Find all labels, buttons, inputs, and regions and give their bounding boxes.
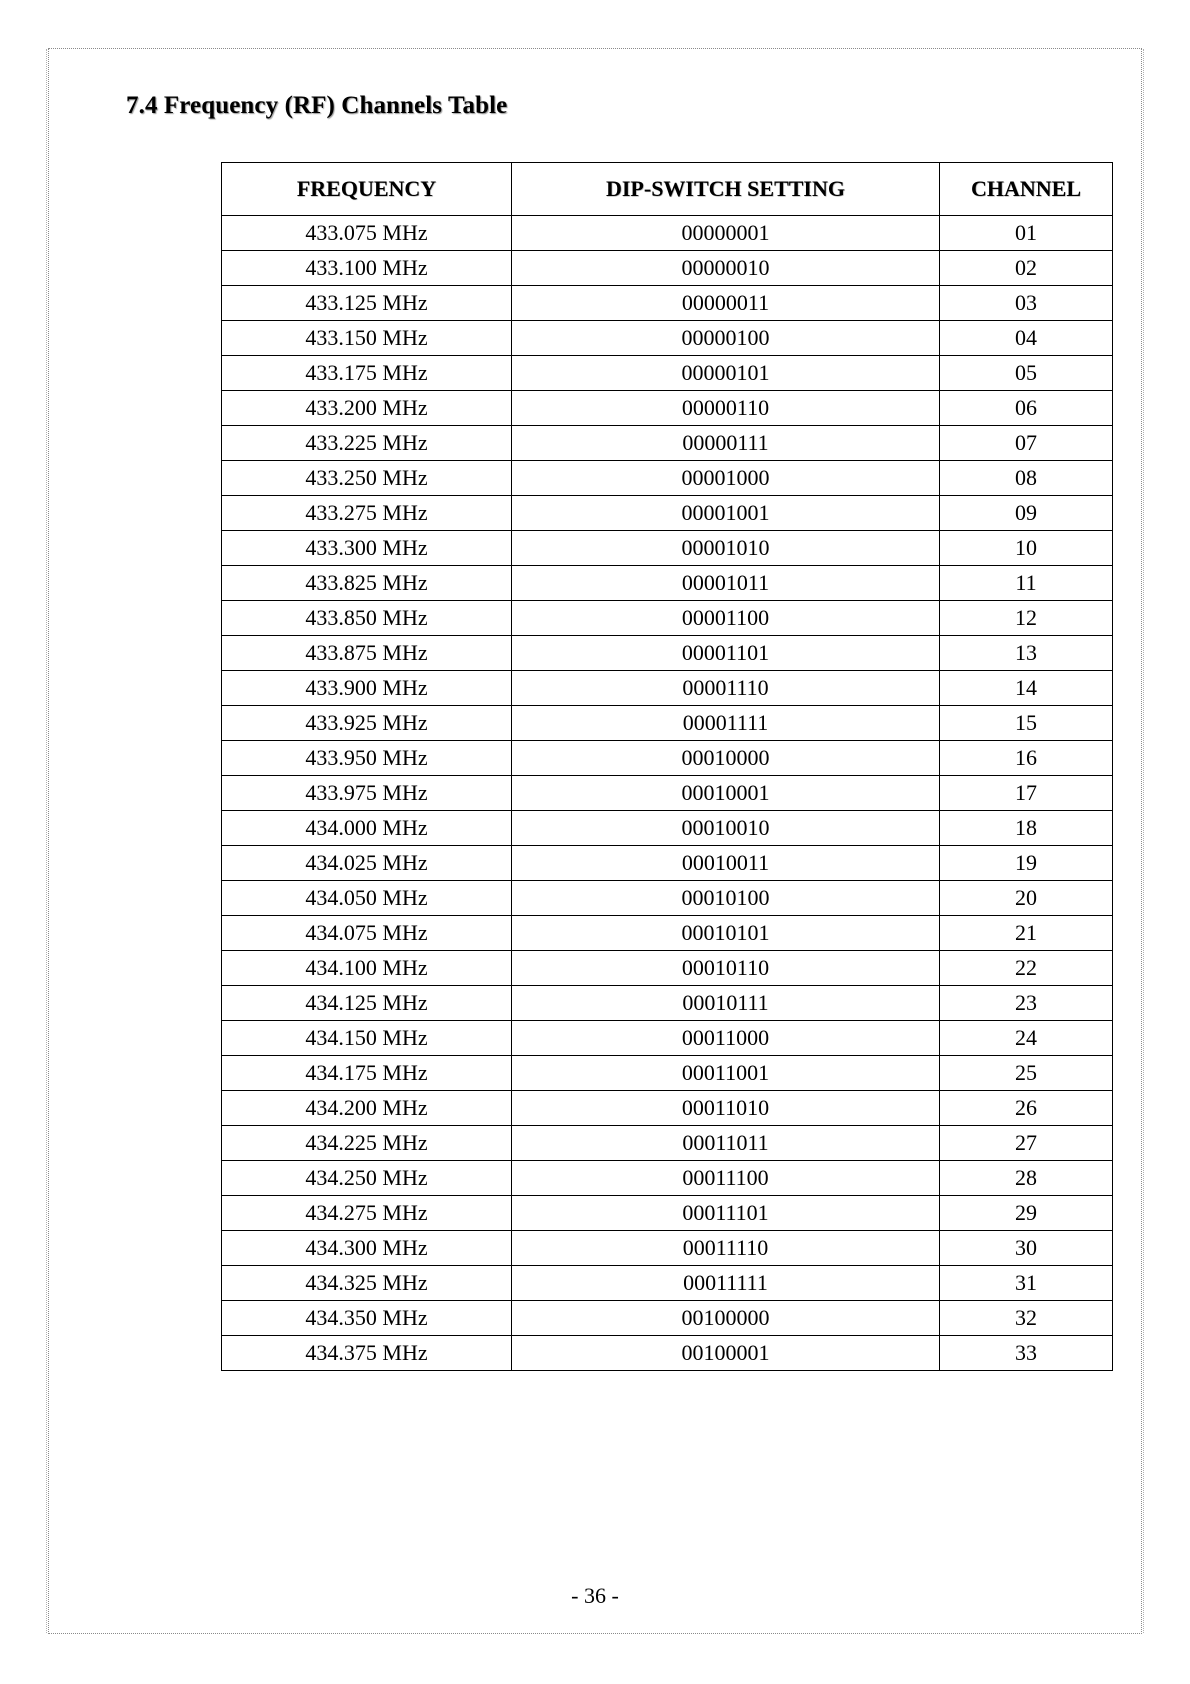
frequency-cell: 434.150 MHz xyxy=(222,1021,512,1056)
table-row xyxy=(222,286,1113,321)
channel-cell: 15 xyxy=(940,706,1113,741)
channel-cell: 19 xyxy=(940,846,1113,881)
frequency-cell: 433.250 MHz xyxy=(222,461,512,496)
frequency-cell: 434.075 MHz xyxy=(222,916,512,951)
frequency-cell: 433.850 MHz xyxy=(222,601,512,636)
frequency-cell: 434.350 MHz xyxy=(222,1301,512,1336)
channel-cell: 02 xyxy=(940,251,1113,286)
channel-cell: 09 xyxy=(940,496,1113,531)
table-row xyxy=(222,426,1113,461)
dip-switch-cell: 00011010 xyxy=(512,1091,940,1126)
dip-switch-cell: 00000110 xyxy=(512,391,940,426)
frequency-cell: 433.200 MHz xyxy=(222,391,512,426)
channel-cell: 30 xyxy=(940,1231,1113,1266)
frequency-cell: 433.950 MHz xyxy=(222,741,512,776)
table-header-row xyxy=(222,163,1113,216)
table-row xyxy=(222,1091,1113,1126)
channel-cell: 25 xyxy=(940,1056,1113,1091)
table-row xyxy=(222,1266,1113,1301)
table-row xyxy=(222,741,1113,776)
frequency-cell: 434.125 MHz xyxy=(222,986,512,1021)
frequency-cell: 434.025 MHz xyxy=(222,846,512,881)
dip-switch-cell: 00000001 xyxy=(512,216,940,251)
channel-cell: 16 xyxy=(940,741,1113,776)
table-row xyxy=(222,986,1113,1021)
header-dip-switch-setting: DIP-SWITCH SETTING xyxy=(512,163,940,216)
frequency-cell: 433.225 MHz xyxy=(222,426,512,461)
table-row xyxy=(222,601,1113,636)
channel-cell: 12 xyxy=(940,601,1113,636)
table-row xyxy=(222,1021,1113,1056)
frequency-cell: 433.150 MHz xyxy=(222,321,512,356)
dip-switch-cell: 00011110 xyxy=(512,1231,940,1266)
table-row xyxy=(222,951,1113,986)
table-row xyxy=(222,251,1113,286)
channel-cell: 11 xyxy=(940,566,1113,601)
frequency-cell: 433.875 MHz xyxy=(222,636,512,671)
frequency-cell: 433.825 MHz xyxy=(222,566,512,601)
dip-switch-cell: 00010100 xyxy=(512,881,940,916)
table-row xyxy=(222,1056,1113,1091)
table-body xyxy=(222,216,1113,1371)
channel-cell: 24 xyxy=(940,1021,1113,1056)
table-row xyxy=(222,216,1113,251)
dip-switch-cell: 00000101 xyxy=(512,356,940,391)
channel-cell: 18 xyxy=(940,811,1113,846)
channel-cell: 07 xyxy=(940,426,1113,461)
channel-cell: 06 xyxy=(940,391,1113,426)
table-row xyxy=(222,1126,1113,1161)
frequency-cell: 434.175 MHz xyxy=(222,1056,512,1091)
frequency-cell: 434.225 MHz xyxy=(222,1126,512,1161)
dip-switch-cell: 00000111 xyxy=(512,426,940,461)
frequency-cell: 433.275 MHz xyxy=(222,496,512,531)
channel-cell: 27 xyxy=(940,1126,1113,1161)
table-row xyxy=(222,496,1113,531)
dip-switch-cell: 00010110 xyxy=(512,951,940,986)
table-row xyxy=(222,1196,1113,1231)
channel-cell: 26 xyxy=(940,1091,1113,1126)
rf-channels-table xyxy=(221,162,1113,1371)
frequency-cell: 433.975 MHz xyxy=(222,776,512,811)
channel-cell: 28 xyxy=(940,1161,1113,1196)
channel-cell: 22 xyxy=(940,951,1113,986)
dip-switch-cell: 00010011 xyxy=(512,846,940,881)
channel-cell: 29 xyxy=(940,1196,1113,1231)
channel-cell: 04 xyxy=(940,321,1113,356)
channel-cell: 14 xyxy=(940,671,1113,706)
table-row xyxy=(222,671,1113,706)
table-row xyxy=(222,881,1113,916)
dip-switch-cell: 00001000 xyxy=(512,461,940,496)
table-row xyxy=(222,1161,1113,1196)
table-row xyxy=(222,391,1113,426)
table-row xyxy=(222,846,1113,881)
frequency-cell: 434.000 MHz xyxy=(222,811,512,846)
section-title: 7.4 Frequency (RF) Channels Table xyxy=(126,92,508,119)
dip-switch-cell: 00011100 xyxy=(512,1161,940,1196)
channel-cell: 20 xyxy=(940,881,1113,916)
table-row xyxy=(222,776,1113,811)
table-row xyxy=(222,916,1113,951)
dip-switch-cell: 00011111 xyxy=(512,1266,940,1301)
dip-switch-cell: 00001011 xyxy=(512,566,940,601)
frequency-cell: 434.050 MHz xyxy=(222,881,512,916)
dip-switch-cell: 00001101 xyxy=(512,636,940,671)
dip-switch-cell: 00011011 xyxy=(512,1126,940,1161)
channel-cell: 31 xyxy=(940,1266,1113,1301)
table-row xyxy=(222,811,1113,846)
channel-cell: 21 xyxy=(940,916,1113,951)
dip-switch-cell: 00010111 xyxy=(512,986,940,1021)
frequency-cell: 434.300 MHz xyxy=(222,1231,512,1266)
channel-cell: 17 xyxy=(940,776,1113,811)
channel-cell: 10 xyxy=(940,531,1113,566)
dip-switch-cell: 00001001 xyxy=(512,496,940,531)
dip-switch-cell: 00011001 xyxy=(512,1056,940,1091)
dip-switch-cell: 00001111 xyxy=(512,706,940,741)
frequency-cell: 433.125 MHz xyxy=(222,286,512,321)
page-number: - 36 - xyxy=(571,1583,619,1608)
dip-switch-cell: 00010001 xyxy=(512,776,940,811)
frequency-cell: 434.325 MHz xyxy=(222,1266,512,1301)
dip-switch-cell: 00010101 xyxy=(512,916,940,951)
table-row xyxy=(222,1301,1113,1336)
channel-cell: 23 xyxy=(940,986,1113,1021)
frequency-cell: 434.200 MHz xyxy=(222,1091,512,1126)
dip-switch-cell: 00011101 xyxy=(512,1196,940,1231)
table-row xyxy=(222,566,1113,601)
frequency-cell: 433.100 MHz xyxy=(222,251,512,286)
frequency-cell: 434.275 MHz xyxy=(222,1196,512,1231)
dip-switch-cell: 00000010 xyxy=(512,251,940,286)
channel-cell: 03 xyxy=(940,286,1113,321)
frequency-cell: 433.075 MHz xyxy=(222,216,512,251)
dip-switch-cell: 00001010 xyxy=(512,531,940,566)
table-row xyxy=(222,1336,1113,1371)
frequency-cell: 434.375 MHz xyxy=(222,1336,512,1371)
dip-switch-cell: 00100000 xyxy=(512,1301,940,1336)
dip-switch-cell: 00010000 xyxy=(512,741,940,776)
frequency-cell: 433.300 MHz xyxy=(222,531,512,566)
dip-switch-cell: 00000011 xyxy=(512,286,940,321)
dip-switch-cell: 00011000 xyxy=(512,1021,940,1056)
frequency-cell: 433.925 MHz xyxy=(222,706,512,741)
dip-switch-cell: 00100001 xyxy=(512,1336,940,1371)
frequency-cell: 433.900 MHz xyxy=(222,671,512,706)
table-row xyxy=(222,531,1113,566)
frequency-cell: 434.250 MHz xyxy=(222,1161,512,1196)
dip-switch-cell: 00000100 xyxy=(512,321,940,356)
header-channel: CHANNEL xyxy=(940,163,1113,216)
header-frequency: FREQUENCY xyxy=(222,163,512,216)
channel-cell: 05 xyxy=(940,356,1113,391)
table-row xyxy=(222,706,1113,741)
dip-switch-cell: 00001100 xyxy=(512,601,940,636)
table-row xyxy=(222,321,1113,356)
channel-cell: 32 xyxy=(940,1301,1113,1336)
frequency-cell: 434.100 MHz xyxy=(222,951,512,986)
table-row xyxy=(222,1231,1113,1266)
table-row xyxy=(222,356,1113,391)
channel-cell: 08 xyxy=(940,461,1113,496)
channel-cell: 13 xyxy=(940,636,1113,671)
table-row xyxy=(222,461,1113,496)
channel-cell: 01 xyxy=(940,216,1113,251)
channel-cell: 33 xyxy=(940,1336,1113,1371)
table-row xyxy=(222,636,1113,671)
dip-switch-cell: 00001110 xyxy=(512,671,940,706)
dip-switch-cell: 00010010 xyxy=(512,811,940,846)
frequency-cell: 433.175 MHz xyxy=(222,356,512,391)
